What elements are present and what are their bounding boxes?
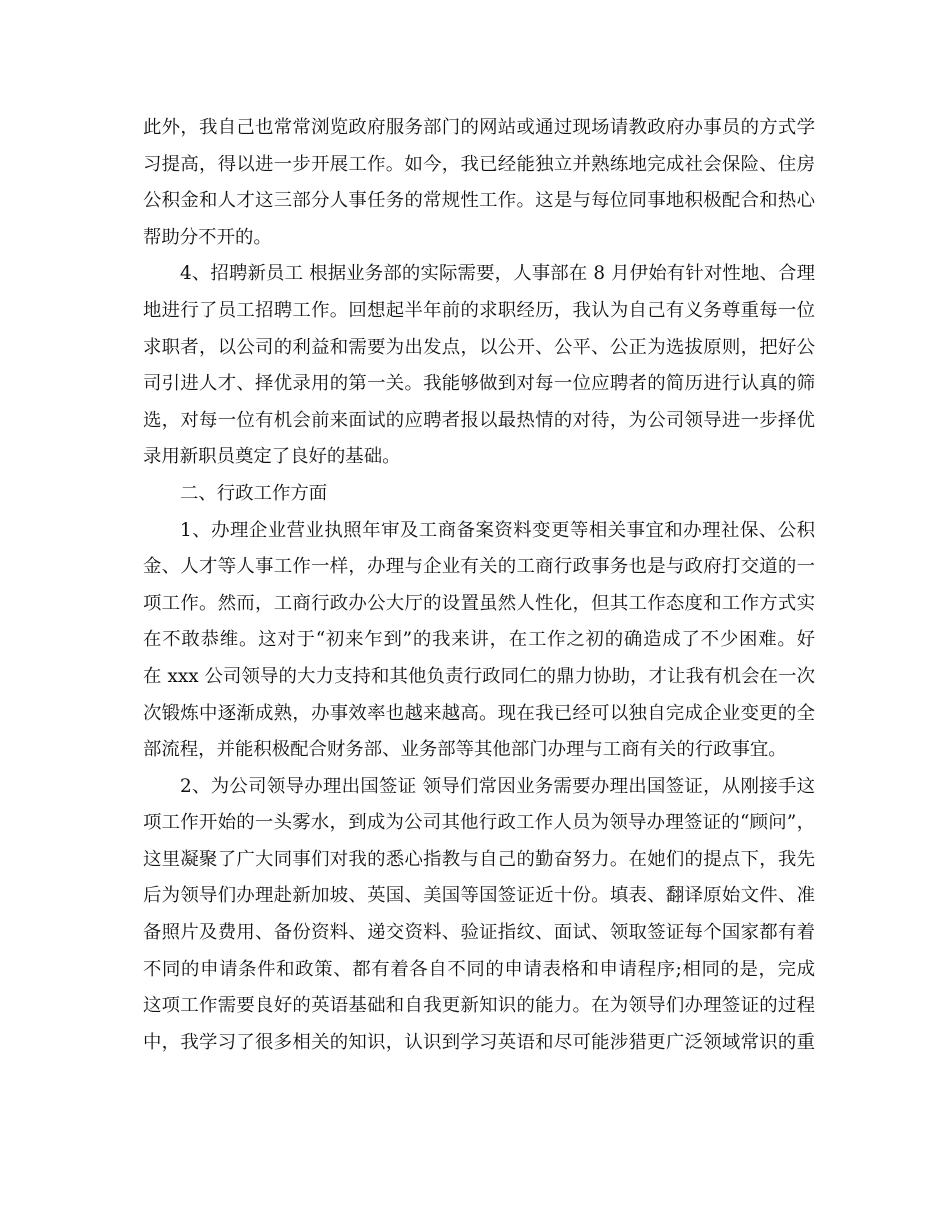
text-line: 次锻炼中逐渐成熟，办事效率也越来越高。现在我已经可以独自完成企业变更的全 [143, 702, 815, 724]
text-line: 中，我学习了很多相关的知识，认识到学习英语和尽可能涉猎更广泛领域常识的重 [143, 1031, 815, 1053]
text-line: 部流程，并能积极配合财务部、业务部等其他部门办理与工商有关的行政事宜。 [143, 739, 787, 761]
text-line: 项工作。然而，工商行政办公大厅的设置虽然人性化，但其工作态度和工作方式实 [143, 592, 815, 614]
text-line: 此外，我自己也常常浏览政府服务部门的网站或通过现场请教政府办事员的方式学 [143, 117, 815, 138]
text-line: 公积金和人才这三部分人事任务的常规性工作。这是与每位同事地积极配合和热心 [143, 190, 815, 212]
text-line: 这项工作需要良好的英语基础和自我更新知识的能力。在为领导们办理签证的过程 [143, 995, 815, 1017]
text-line: 后为领导们办理赴新加坡、英国、美国等国签证近十份。填表、翻译原始文件、准 [143, 885, 815, 907]
text-line: 选，对每一位有机会前来面试的应聘者报以最热情的对待，为公司领导进一步择优 [143, 409, 815, 431]
text-line: 帮助分不开的。 [143, 226, 272, 248]
text-line: 备照片及费用、备份资料、递交资料、验证指纹、面试、领取签证每个国家都有着 [143, 922, 815, 944]
document-page [143, 110, 815, 1061]
section-heading [143, 476, 815, 513]
text-line: 不同的申请条件和政策、都有着各自不同的申请表格和申请程序;相同的是，完成 [143, 958, 815, 980]
text-line: 地进行了员工招聘工作。回想起半年前的求职经历，我认为自己有义务尊重每一位 [143, 299, 815, 321]
text-line: 1、办理企业营业执照年审及工商备案资料变更等相关事宜和办理社保、公积 [180, 519, 815, 541]
text-line: 项工作开始的一头雾水，到成为公司其他行政工作人员为领导办理签证的“顾问”， [143, 812, 815, 834]
paragraph-3 [143, 513, 815, 769]
text-line: 求职者，以公司的利益和需要为出发点，以公开、公平、公正为选拔原则，把好公 [143, 336, 815, 358]
text-line: 司引进人才、择优录用的第一关。我能够做到对每一位应聘者的简历进行认真的筛 [143, 373, 815, 395]
text-line: 习提高，得以进一步开展工作。如今，我已经能独立并熟练地完成社会保险、住房 [143, 153, 815, 175]
paragraph-1 [143, 110, 815, 256]
text-line: 录用新职员奠定了良好的基础。 [143, 446, 401, 468]
text-line: 金、人才等人事工作一样，办理与企业有关的工商行政事务也是与政府打交道的一 [143, 556, 815, 578]
text-line: 4、招聘新员工 根据业务部的实际需要，人事部在 8 月伊始有针对性地、合理 [180, 263, 815, 285]
text-line: 这里凝聚了广大同事们对我的悉心指教与自己的勤奋努力。在她们的提点下，我先 [143, 848, 815, 870]
text-line: 2、为公司领导办理出国签证 领导们常因业务需要办理出国签证，从刚接手这 [180, 775, 815, 797]
text-line: 在不敢恭维。这对于“初来乍到”的我来讲，在工作之初的确造成了不少困难。好 [143, 629, 815, 651]
section-heading-text: 二、行政工作方面 [180, 482, 328, 504]
text-line: 在 xxx 公司领导的大力支持和其他负责行政同仁的鼎力协助，才让我有机会在一次 [143, 665, 815, 687]
paragraph-4 [143, 769, 815, 1062]
paragraph-2 [143, 256, 815, 476]
